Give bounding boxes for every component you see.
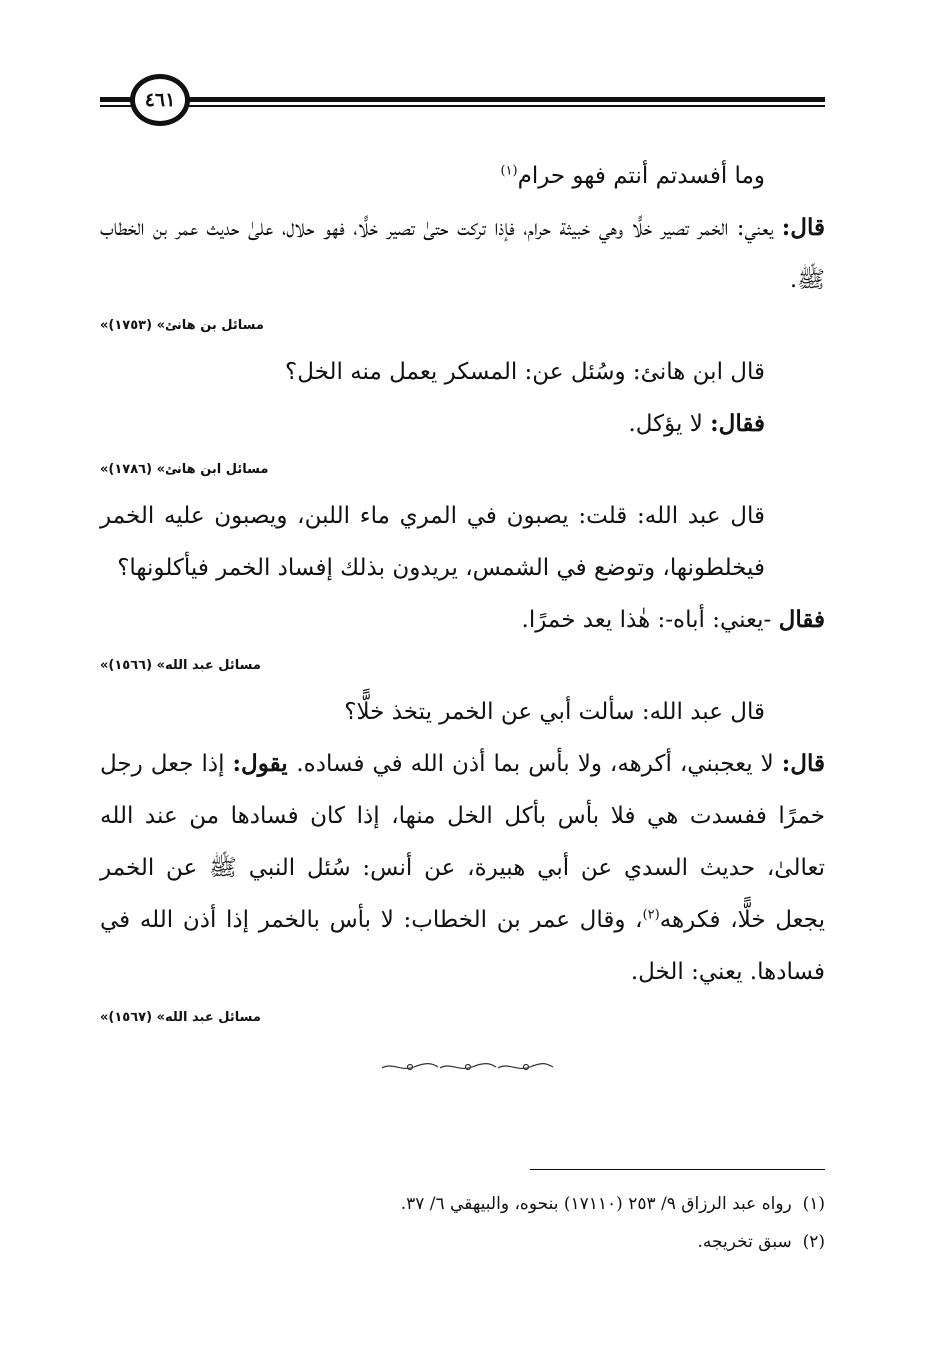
header-rule-thin	[100, 105, 825, 107]
paragraph-2: قال: يعني: الخمر تصير خلًّا وهي خبيثة حرام، فإذا تركت حتىٰ تصير خلًّا، فهو حلال، علىٰ حديث عمر بن الخطاب ﷺ.	[100, 214, 825, 293]
paragraph-5: قال عبد الله: قلت: يصبون في المري ماء اللبن، ويصبون عليه الخمر فيخلطونها، وتوضع في الشمس، يريدون بذلك إفساد الخمر فيأكلونها؟	[100, 503, 765, 581]
page-header	[100, 70, 825, 134]
main-text	[100, 150, 825, 1038]
footnotes	[100, 1185, 825, 1261]
footnote-separator	[530, 1169, 825, 1170]
paragraph-4: فقال: لا يؤكل.	[628, 410, 765, 437]
header-rule-thick	[100, 97, 825, 102]
paragraph-8: قال: لا يعجبني، أكرهه، ولا بأس بما أذن الله في فساده. يقول: إذا جعل رجل خمرًا ففسدت هي فلا بأس بأكل الخل منها، إذا كان فسادها من عند الله تعالىٰ، حديث السدي عن أبي هبيرة، عن أنس: سُئل النبي ﷺ عن الخمر يجعل خلًّا، فكرهه$^{(٢)}$، وقال عمر بن الخطاب: لا بأس بالخمر إذا أذن الله في فسادها. يعني: الخل.	[100, 750, 826, 985]
source-citation-3: «مسائل عبد الله» (١٥٦٦)	[100, 658, 261, 673]
ornament-divider	[380, 1061, 555, 1073]
page-number: ٤٦١	[130, 74, 190, 126]
footnote-1: (١) رواه عبد الرزاق ٩/ ٢٥٣ (١٧١١٠) بنحوه، والبيهقي ٦/ ٣٧.	[400, 1194, 825, 1214]
footnote-2: (٢) سبق تخريجه.	[697, 1232, 825, 1252]
source-citation-1: «مسائل بن هانئ» (١٧٥٣)	[100, 318, 264, 333]
source-citation-2: «مسائل ابن هانئ» (١٧٨٦)	[100, 462, 269, 477]
paragraph-3: قال ابن هانئ: وسُئل عن: المسكر يعمل منه الخل؟	[285, 359, 765, 385]
paragraph-7: قال عبد الله: سألت أبي عن الخمر يتخذ خلًّا؟	[344, 699, 765, 725]
paragraph-6: فقال -يعني: أباه-: هٰذا يعد خمرًا.	[521, 606, 825, 633]
paragraph-1: وما أفسدتم أنتم فهو حرام$^{(١)}$	[500, 163, 765, 189]
footnote-ref-1: (١)	[500, 163, 518, 179]
footnote-ref-2: (٢)	[642, 907, 660, 923]
source-citation-4: «مسائل عبد الله» (١٥٦٧)	[100, 1010, 261, 1025]
